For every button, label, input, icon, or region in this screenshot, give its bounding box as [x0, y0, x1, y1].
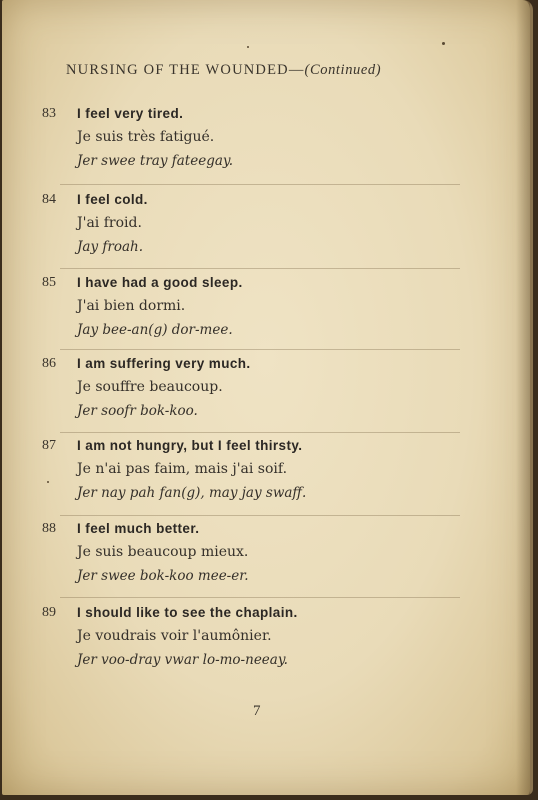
phonetic-pronunciation: Jay froah.: [77, 239, 143, 255]
english-phrase: I feel very tired.: [77, 106, 184, 121]
continued-label: (Continued): [304, 62, 382, 78]
french-translation: Je n'ai pas faim, mais j'ai soif.: [77, 461, 288, 477]
page-fold-shadow: [516, 0, 530, 795]
entry-number: 89: [42, 605, 56, 620]
entry-number: 88: [42, 521, 56, 536]
paper-speck: [442, 42, 445, 45]
entry-divider: [60, 515, 460, 516]
entry-divider: [60, 184, 460, 185]
entry-number: 85: [42, 275, 56, 290]
entry-number: 84: [42, 192, 56, 207]
french-translation: Je suis beaucoup mieux.: [77, 544, 249, 560]
english-phrase: I feel cold.: [77, 192, 148, 207]
english-phrase: I should like to see the chaplain.: [77, 605, 298, 620]
entry-number: 83: [42, 106, 56, 121]
entry-divider: [60, 432, 460, 433]
entry-number: 86: [42, 356, 56, 371]
header-dash: —: [288, 62, 305, 78]
phonetic-pronunciation: Jer soofr bok-koo.: [77, 403, 198, 419]
english-phrase: I feel much better.: [77, 521, 200, 536]
phonetic-pronunciation: Jay bee-an(g) dor-mee.: [77, 322, 233, 338]
phonetic-pronunciation: Jer voo-dray vwar lo-mo-neeay.: [77, 652, 288, 668]
french-translation: J'ai bien dormi.: [77, 298, 186, 314]
section-header: [66, 62, 486, 79]
page-number: 7: [253, 703, 261, 719]
english-phrase: I am suffering very much.: [77, 356, 251, 371]
phonetic-pronunciation: Jer swee tray fateegay.: [77, 153, 234, 169]
french-translation: Je souffre beaucoup.: [77, 379, 223, 395]
english-phrase: I have had a good sleep.: [77, 275, 243, 290]
entry-divider: [60, 597, 460, 598]
entry-number: 87: [42, 438, 56, 453]
entry-divider: [60, 349, 460, 350]
french-translation: Je voudrais voir l'aumônier.: [77, 628, 272, 644]
french-translation: Je suis très fatigué.: [77, 129, 215, 145]
section-title: NURSING OF THE WOUNDED: [66, 62, 289, 78]
phonetic-pronunciation: Jer swee bok-koo mee-er.: [77, 568, 249, 584]
french-translation: J'ai froid.: [77, 215, 142, 231]
phonetic-pronunciation: Jer nay pah fan(g), may jay swaff.: [77, 485, 307, 501]
english-phrase: I am not hungry, but I feel thirsty.: [77, 438, 303, 453]
paper-speck: [47, 481, 49, 483]
paper-speck: [247, 46, 249, 48]
book-page: [2, 0, 533, 795]
entry-divider: [60, 268, 460, 269]
